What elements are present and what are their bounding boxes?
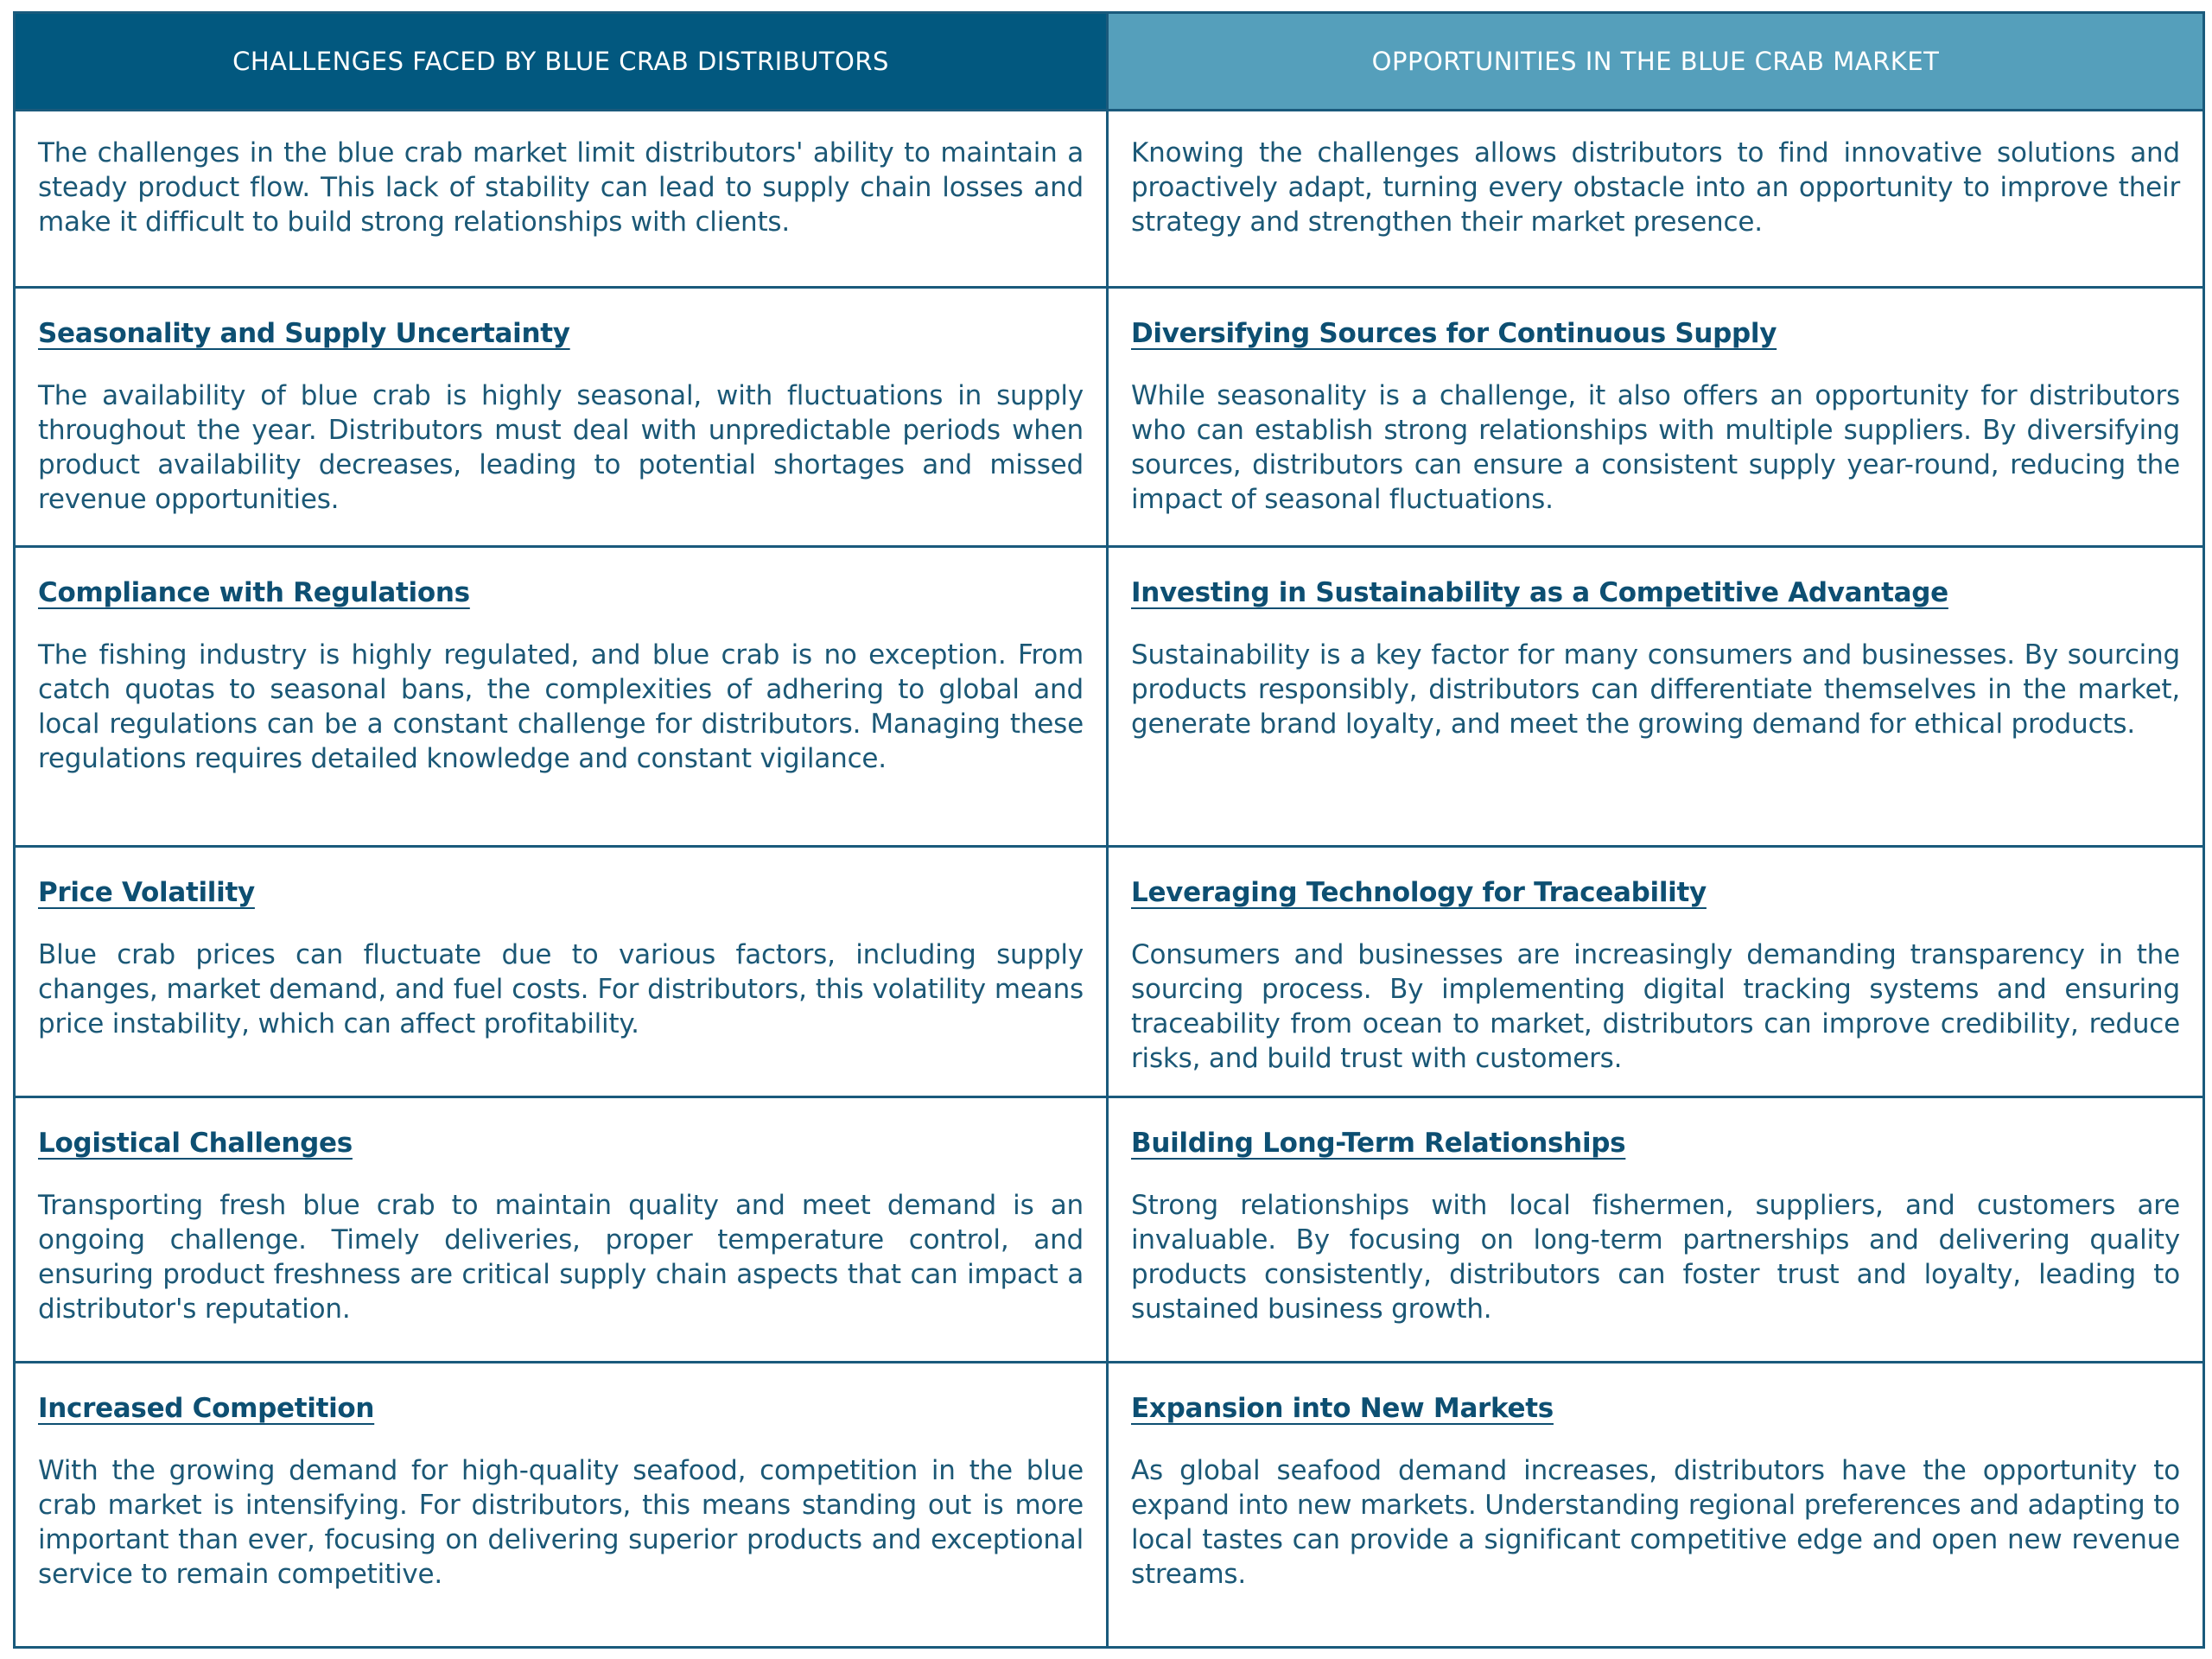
opportunity-title: Investing in Sustainability as a Competitive Advantage (1131, 577, 1948, 608)
opportunity-text: As global seafood demand increases, distributors have the opportunity to expand into new markets. Understanding regional preferences and adapting to local tastes can provide a significant competitive edge and open new revenue streams. (1131, 1455, 2180, 1590)
opportunity-title: Building Long-Term Relationships (1131, 1128, 1626, 1159)
challenge-title: Price Volatility (38, 877, 255, 908)
challenge-cell-seasonality (16, 286, 1106, 545)
challenge-text: Blue crab prices can fluctuate due to various factors, including supply changes, market demand, and fuel costs. For distributors, this volatility means price instability, which can affect profitability. (38, 939, 1084, 1039)
opportunities-header: OPPORTUNITIES IN THE BLUE CRAB MARKET (1106, 14, 2202, 109)
challenges-header: CHALLENGES FACED BY BLUE CRAB DISTRIBUTORS (16, 14, 1106, 109)
opportunity-cell-traceability (1106, 845, 2202, 1096)
challenge-text: With the growing demand for high-quality seafood, competition in the blue crab market is intensifying. For distributors, this means standing out is more important than ever, focusing on delivering superior products and exceptional service to remain competitive. (38, 1455, 1084, 1590)
challenge-cell-competition (16, 1361, 1106, 1646)
challenge-cell-compliance (16, 545, 1106, 845)
challenge-title: Increased Competition (38, 1393, 375, 1424)
opportunity-text: Sustainability is a key factor for many consumers and businesses. By sourcing products responsibly, distributors can differentiate themselves in the market, generate brand loyalty, and meet the growing demand for ethical products. (1131, 639, 2180, 740)
opportunity-text: Strong relationships with local fishermen, suppliers, and customers are invaluable. By focusing on long-term partnerships and delivering quality products consistently, distributors can foster trust and loyalty, leading to sustained business growth. (1131, 1190, 2180, 1325)
challenges-intro-cell (16, 109, 1106, 286)
challenge-text: The availability of blue crab is highly seasonal, with fluctuations in supply throughout the year. Distributors must deal with unpredictable periods when product availability decreases, leading to potential shortages and missed revenue opportunities. (38, 380, 1084, 515)
opportunity-text: Consumers and businesses are increasingly demanding transparency in the sourcing process. By implementing digital tracking systems and ensuring traceability from ocean to market, distributors can improve credibility, reduce risks, and build trust with customers. (1131, 939, 2180, 1074)
challenge-title: Seasonality and Supply Uncertainty (38, 318, 570, 349)
opportunity-text: While seasonality is a challenge, it also offers an opportunity for distributors who can establish strong relationships with multiple suppliers. By diversifying sources, distributors can ensure a consistent supply year-round, reducing the impact of seasonal fluctuations. (1131, 380, 2180, 515)
challenges-intro-text: The challenges in the blue crab market limit distributors' ability to maintain a steady product flow. This lack of stability can lead to supply chain losses and make it difficult to build strong relationships with clients. (38, 137, 1084, 238)
challenge-cell-logistics (16, 1096, 1106, 1361)
challenge-text: The fishing industry is highly regulated, and blue crab is no exception. From catch quotas to seasonal bans, the complexities of adhering to global and local regulations can be a constant challenge for distributors. Managing these regulations requires detailed knowledge and constant vigilance. (38, 639, 1084, 774)
opportunity-cell-sustainability (1106, 545, 2202, 845)
opportunity-cell-relationships (1106, 1096, 2202, 1361)
opportunity-title: Leveraging Technology for Traceability (1131, 877, 1707, 908)
opportunities-intro-text: Knowing the challenges allows distributors to find innovative solutions and proactively adapt, turning every obstacle into an opportunity to improve their strategy and strengthen their market presence. (1131, 137, 2180, 238)
challenges-opportunities-table (13, 11, 2205, 1649)
opportunity-cell-new-markets (1106, 1361, 2202, 1646)
opportunity-title: Diversifying Sources for Continuous Supply (1131, 318, 1777, 349)
challenge-title: Compliance with Regulations (38, 577, 470, 608)
opportunities-intro-cell (1106, 109, 2202, 286)
challenge-cell-price-volatility (16, 845, 1106, 1096)
challenge-title: Logistical Challenges (38, 1128, 353, 1159)
opportunity-cell-diversifying (1106, 286, 2202, 545)
opportunity-title: Expansion into New Markets (1131, 1393, 1554, 1424)
challenge-text: Transporting fresh blue crab to maintain quality and meet demand is an ongoing challenge. Timely deliveries, proper temperature control, and ensuring product freshness are critical supply chain aspects that can impact a distributor's reputation. (38, 1190, 1084, 1325)
